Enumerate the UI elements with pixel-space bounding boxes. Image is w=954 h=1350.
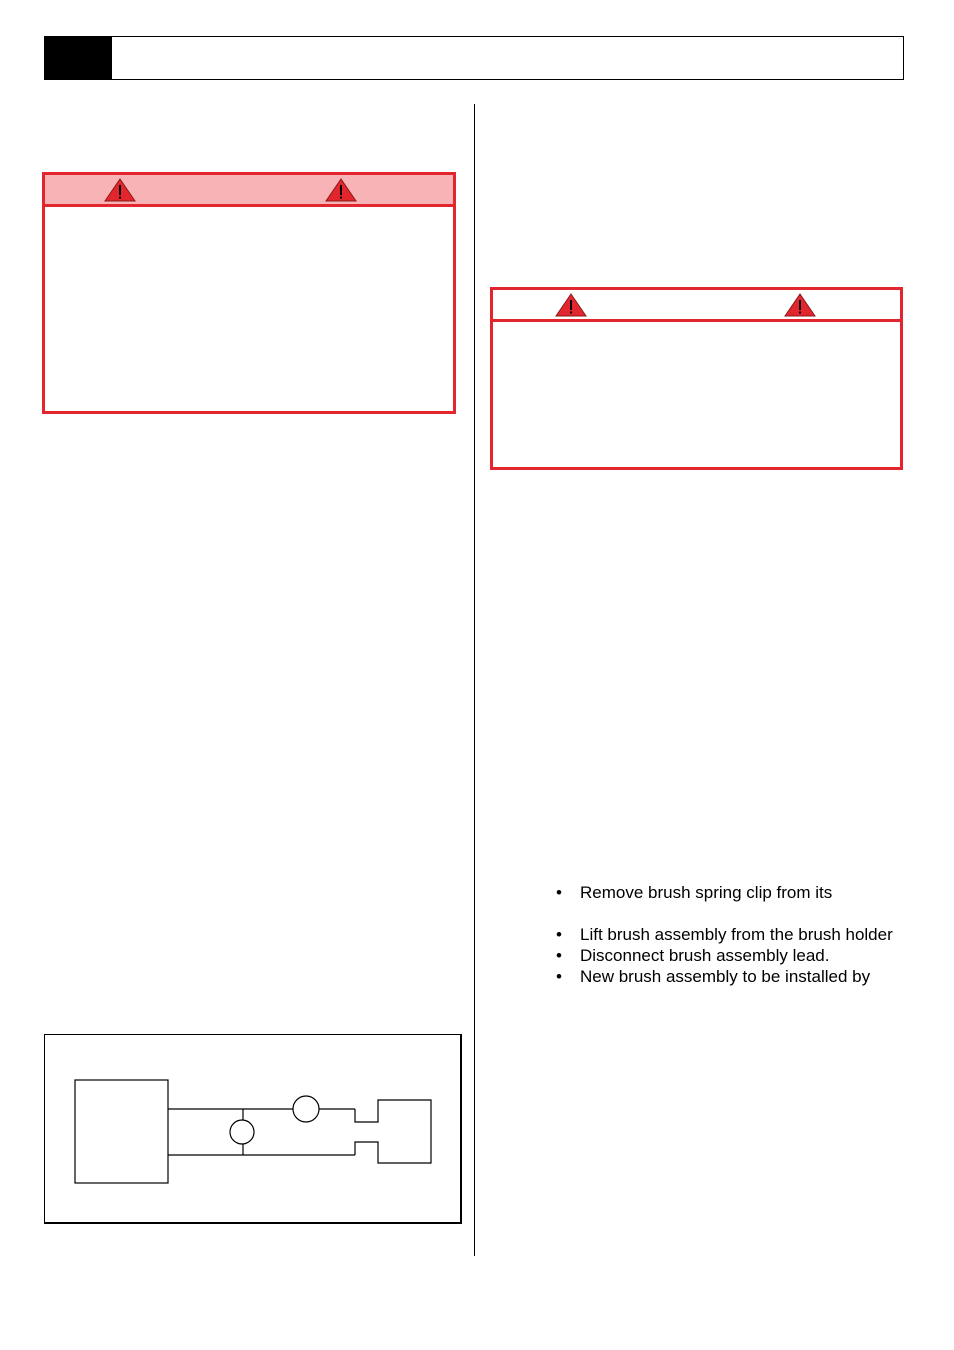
warning-triangle-icon [784,293,816,317]
page-header-bar [44,36,904,80]
socket-outline [355,1100,431,1163]
bullet-icon: • [556,883,562,902]
bullet-icon: • [556,925,562,944]
meter-circle-top [293,1096,319,1122]
warning-triangle-icon [325,178,357,202]
warning-triangle-icon [555,293,587,317]
bullet-icon: • [556,967,562,986]
wiring-diagram [44,1034,462,1224]
warning-header [45,175,453,207]
generator-block [75,1080,168,1183]
wiring-diagram-svg [45,1035,463,1225]
bullet-icon: • [556,946,562,965]
warning-triangle-icon [104,178,136,202]
section-marker-block [45,37,112,79]
column-divider [474,104,475,1256]
warning-box-right [490,287,903,470]
meter-circle-middle [230,1120,254,1144]
warning-header [493,290,900,322]
warning-box-left [42,172,456,414]
